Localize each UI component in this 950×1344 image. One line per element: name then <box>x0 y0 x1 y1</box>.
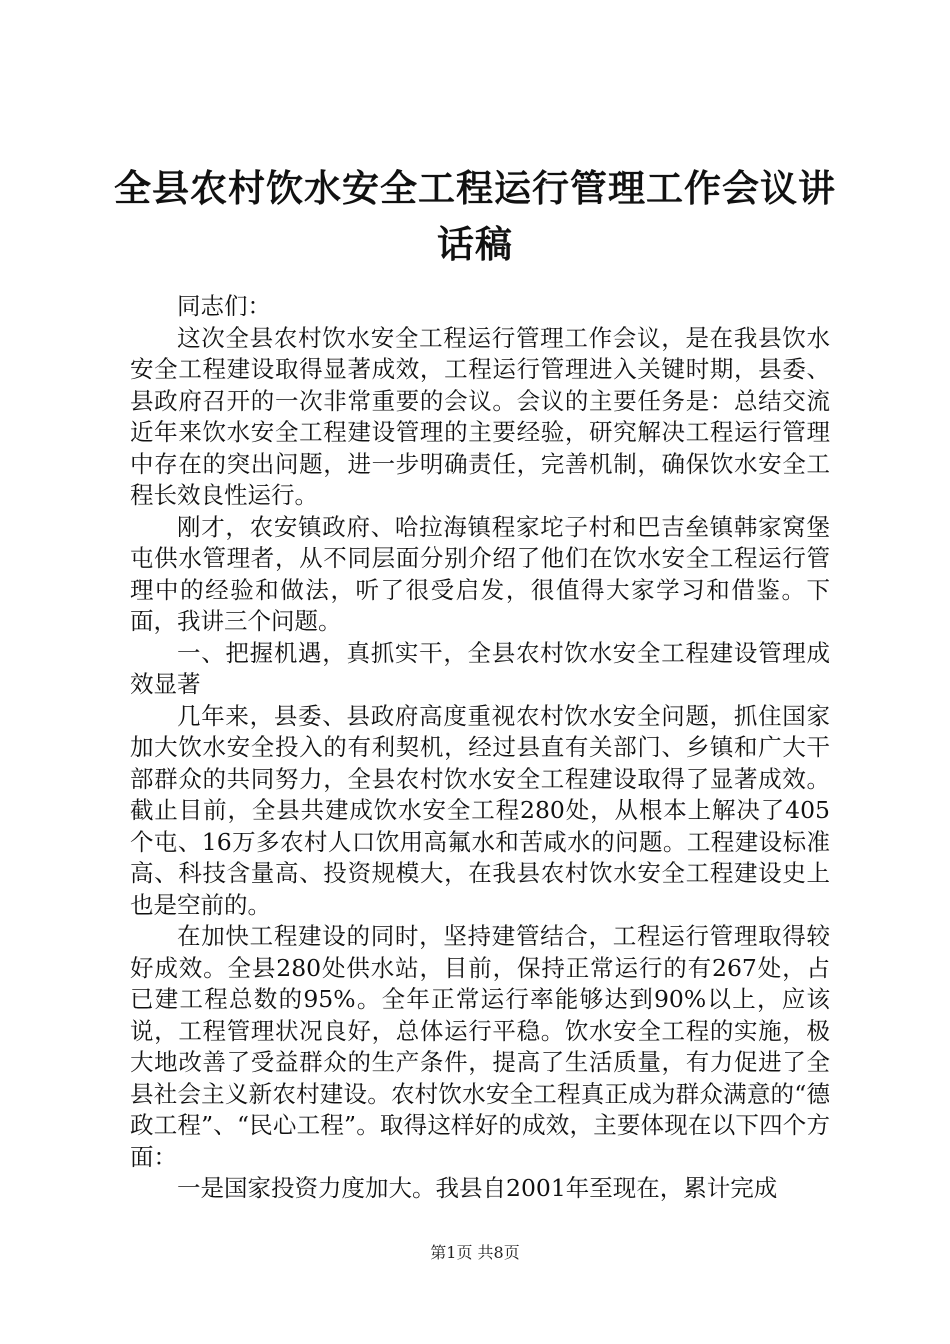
page-footer: 第1页 共8页 <box>430 1243 520 1262</box>
body-paragraph: 刚才，农安镇政府、哈拉海镇程家坨子村和巴吉垒镇韩家窝堡屯供水管理者，从不同层面分别介绍了他们在饮水安全工程运行管理中的经验和做法，听了很受启发，很值得大家学习和借鉴。下面，我讲三个问题。 <box>130 512 830 635</box>
section-heading: 一、把握机遇，真抓实干，全县农村饮水安全工程建设管理成效显著 <box>130 638 830 698</box>
body-paragraph: 这次全县农村饮水安全工程运行管理工作会议，是在我县饮水安全工程建设取得显著成效，工程运行管理进入关键时期，县委、县政府召开的一次非常重要的会议。会议的主要任务是：总结交流近年来饮水安全工程建设管理的主要经验，研究解决工程运行管理中存在的突出问题，进一步明确责任，完善机制，确保饮水安全工程长效良性运行。 <box>130 323 830 509</box>
body-paragraph: 几年来，县委、县政府高度重视农村饮水安全问题，抓住国家加大饮水安全投入的有利契机，经过县直有关部门、乡镇和广大干部群众的共同努力，全县农村饮水安全工程建设取得了显著成效。截止目前，全县共建成饮水安全工程280处，从根本上解决了405个屯、16万多农村人口饮用高氟水和苦咸水的问题。工程建设标准高、科技含量高、投资规模大，在我县农村饮水安全工程建设史上也是空前的。 <box>130 701 830 919</box>
body-paragraph: 一是国家投资力度加大。我县自2001年至现在，累计完成 <box>177 1174 778 1202</box>
document-body <box>130 291 830 1205</box>
document-title: 全县农村饮水安全工程运行管理工作会议讲话稿 <box>114 166 836 266</box>
salutation: 同志们： <box>177 292 271 320</box>
body-paragraph: 在加快工程建设的同时，坚持建管结合，工程运行管理取得较好成效。全县280处供水站，目前，保持正常运行的有267处，占已建工程总数的95%。全年正常运行率能够达到90%以上，应该说，工程管理状况良好，总体运行平稳。饮水安全工程的实施，极大地改善了受益群众的生产条件，提高了生活质量，有力促进了全县社会主义新农村建设。农村饮水安全工程真正成为群众满意的“德政工程”、“民心工程”。取得这样好的成效，主要体现在以下四个方面： <box>130 922 830 1171</box>
